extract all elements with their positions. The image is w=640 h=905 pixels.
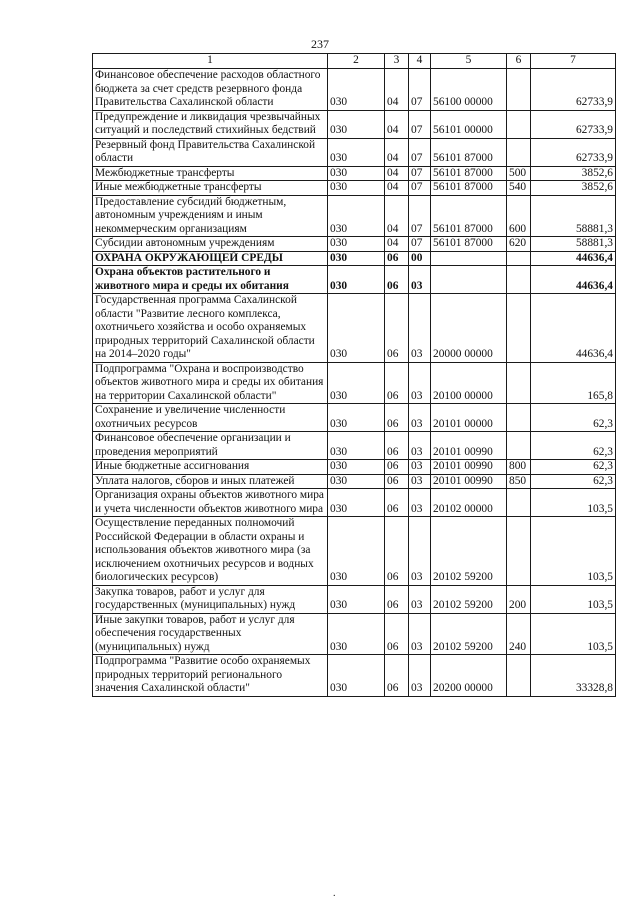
amount-cell: 62,3 [531,432,616,460]
row-name-cell: Государственная программа Сахалинской области "Развитие лесного комплекса, охотничьего хозяйства и особо охраняемых природных территорий Сахалинской области на 2014–2020 годы" [93,294,328,363]
section-code-cell: 04 [385,166,409,181]
ministry-code-cell: 030 [328,517,385,586]
section-code-cell: 06 [385,251,409,266]
subsection-code-cell: 07 [409,110,431,138]
expense-type-cell [507,138,531,166]
table-row [93,69,616,111]
section-code-cell: 04 [385,181,409,196]
subsection-code-cell: 07 [409,138,431,166]
subsection-code-cell: 03 [409,613,431,655]
page-number: 237 [311,37,329,51]
row-name-cell: Подпрограмма "Охрана и воспроизводство объектов животного мира и среды их обитания на территории Сахалинской области" [93,362,328,404]
table-header-row [93,54,616,69]
amount-cell: 103,5 [531,585,616,613]
subsection-code-cell: 07 [409,166,431,181]
column-header: 4 [409,54,431,69]
expense-type-cell: 200 [507,585,531,613]
target-article-cell: 56101 87000 [431,138,507,166]
expense-type-cell [507,489,531,517]
amount-cell: 44636,4 [531,266,616,294]
amount-cell: 62,3 [531,460,616,475]
table-row [93,166,616,181]
row-name-cell: Иные бюджетные ассигнования [93,460,328,475]
row-name-cell: Осуществление переданных полномочий Российской Федерации в области охраны и использования объектов животного мира (за исключением охотничьих ресурсов и водных биологических ресурсов) [93,517,328,586]
table-row [93,237,616,252]
amount-cell: 44636,4 [531,294,616,363]
subsection-code-cell: 03 [409,266,431,294]
subsection-code-cell: 03 [409,517,431,586]
target-article-cell: 56101 87000 [431,181,507,196]
amount-cell: 58881,3 [531,195,616,237]
subsection-code-cell: 03 [409,489,431,517]
expense-type-cell [507,69,531,111]
row-name-cell: Сохранение и увеличение численности охотничьих ресурсов [93,404,328,432]
section-code-cell: 06 [385,294,409,363]
row-name-cell: ОХРАНА ОКРУЖАЮЩЕЙ СРЕДЫ [93,251,328,266]
table-row [93,251,616,266]
subsection-code-cell: 07 [409,181,431,196]
ministry-code-cell: 030 [328,585,385,613]
subsection-code-cell: 03 [409,655,431,697]
table-row [93,138,616,166]
target-article-cell [431,251,507,266]
subsection-code-cell: 03 [409,585,431,613]
amount-cell: 103,5 [531,489,616,517]
target-article-cell: 20102 00000 [431,489,507,517]
row-name-cell: Резервный фонд Правительства Сахалинской области [93,138,328,166]
amount-cell: 103,5 [531,517,616,586]
subsection-code-cell: 07 [409,237,431,252]
section-code-cell: 06 [385,474,409,489]
table-row [93,655,616,697]
section-code-cell: 04 [385,69,409,111]
section-code-cell: 06 [385,266,409,294]
ministry-code-cell: 030 [328,474,385,489]
ministry-code-cell: 030 [328,460,385,475]
section-code-cell: 06 [385,404,409,432]
ministry-code-cell: 030 [328,110,385,138]
ministry-code-cell: 030 [328,266,385,294]
row-name-cell: Финансовое обеспечение расходов областного бюджета за счет средств резервного фонда Правительства Сахалинской области [93,69,328,111]
section-code-cell: 04 [385,110,409,138]
section-code-cell: 06 [385,655,409,697]
target-article-cell: 20101 00990 [431,474,507,489]
row-name-cell: Уплата налогов, сборов и иных платежей [93,474,328,489]
ministry-code-cell: 030 [328,237,385,252]
amount-cell: 62733,9 [531,69,616,111]
expense-type-cell: 240 [507,613,531,655]
table-row [93,613,616,655]
section-code-cell: 06 [385,489,409,517]
section-code-cell: 06 [385,460,409,475]
target-article-cell: 56101 00000 [431,110,507,138]
target-article-cell: 20101 00990 [431,460,507,475]
expense-type-cell [507,251,531,266]
table-row [93,195,616,237]
subsection-code-cell: 07 [409,195,431,237]
section-code-cell: 06 [385,432,409,460]
expense-type-cell [507,404,531,432]
target-article-cell: 20102 59200 [431,585,507,613]
amount-cell: 165,8 [531,362,616,404]
section-code-cell: 06 [385,613,409,655]
target-article-cell: 20102 59200 [431,517,507,586]
row-name-cell: Субсидии автономным учреждениям [93,237,328,252]
table-row [93,474,616,489]
expense-type-cell: 850 [507,474,531,489]
amount-cell: 3852,6 [531,181,616,196]
table-row [93,181,616,196]
target-article-cell: 56101 87000 [431,195,507,237]
section-code-cell: 06 [385,362,409,404]
ministry-code-cell: 030 [328,251,385,266]
expense-type-cell [507,362,531,404]
column-header: 3 [385,54,409,69]
expense-type-cell [507,655,531,697]
target-article-cell: 56101 87000 [431,166,507,181]
target-article-cell: 56100 00000 [431,69,507,111]
column-header: 5 [431,54,507,69]
expense-type-cell [507,517,531,586]
expense-type-cell: 600 [507,195,531,237]
section-code-cell: 04 [385,195,409,237]
subsection-code-cell: 07 [409,69,431,111]
target-article-cell: 20102 59200 [431,613,507,655]
row-name-cell: Охрана объектов растительного и животного мира и среды их обитания [93,266,328,294]
target-article-cell: 20100 00000 [431,362,507,404]
row-name-cell: Предупреждение и ликвидация чрезвычайных ситуаций и последствий стихийных бедствий [93,110,328,138]
amount-cell: 103,5 [531,613,616,655]
section-code-cell: 04 [385,237,409,252]
target-article-cell: 20101 00000 [431,404,507,432]
ministry-code-cell: 030 [328,404,385,432]
target-article-cell [431,266,507,294]
target-article-cell: 20101 00990 [431,432,507,460]
budget-table [92,53,616,697]
ministry-code-cell: 030 [328,69,385,111]
ministry-code-cell: 030 [328,362,385,404]
expense-type-cell: 540 [507,181,531,196]
row-name-cell: Межбюджетные трансферты [93,166,328,181]
column-header: 1 [93,54,328,69]
amount-cell: 62733,9 [531,110,616,138]
table-row [93,489,616,517]
amount-cell: 3852,6 [531,166,616,181]
expense-type-cell: 800 [507,460,531,475]
subsection-code-cell: 03 [409,404,431,432]
column-header: 6 [507,54,531,69]
table-row [93,110,616,138]
expense-type-cell: 500 [507,166,531,181]
row-name-cell: Закупка товаров, работ и услуг для государственных (муниципальных) нужд [93,585,328,613]
ministry-code-cell: 030 [328,181,385,196]
ministry-code-cell: 030 [328,138,385,166]
ministry-code-cell: 030 [328,294,385,363]
ministry-code-cell: 030 [328,613,385,655]
subsection-code-cell: 03 [409,362,431,404]
table-row [93,294,616,363]
amount-cell: 33328,8 [531,655,616,697]
column-header: 7 [531,54,616,69]
ministry-code-cell: 030 [328,195,385,237]
expense-type-cell [507,294,531,363]
subsection-code-cell: 03 [409,432,431,460]
amount-cell: 44636,4 [531,251,616,266]
table-row [93,432,616,460]
table-row [93,404,616,432]
table-row [93,460,616,475]
amount-cell: 62,3 [531,474,616,489]
row-name-cell: Иные закупки товаров, работ и услуг для обеспечения государственных (муниципальных) нужд [93,613,328,655]
row-name-cell: Подпрограмма "Развитие особо охраняемых природных территорий регионального значения Сахалинской области" [93,655,328,697]
section-code-cell: 04 [385,138,409,166]
subsection-code-cell: 00 [409,251,431,266]
row-name-cell: Иные межбюджетные трансферты [93,181,328,196]
table-row [93,585,616,613]
subsection-code-cell: 03 [409,294,431,363]
target-article-cell: 20000 00000 [431,294,507,363]
row-name-cell: Организация охраны объектов животного мира и учета численности объектов животного мира [93,489,328,517]
expense-type-cell [507,110,531,138]
table-row [93,266,616,294]
column-header: 2 [328,54,385,69]
amount-cell: 62733,9 [531,138,616,166]
table-row [93,517,616,586]
subsection-code-cell: 03 [409,460,431,475]
section-code-cell: 06 [385,585,409,613]
expense-type-cell [507,266,531,294]
row-name-cell: Предоставление субсидий бюджетным, автономным учреждениям и иным некоммерческим организациям [93,195,328,237]
target-article-cell: 56101 87000 [431,237,507,252]
footer-mark: . [333,888,336,899]
ministry-code-cell: 030 [328,489,385,517]
amount-cell: 58881,3 [531,237,616,252]
section-code-cell: 06 [385,517,409,586]
ministry-code-cell: 030 [328,432,385,460]
table-row [93,362,616,404]
subsection-code-cell: 03 [409,474,431,489]
expense-type-cell [507,432,531,460]
ministry-code-cell: 030 [328,166,385,181]
amount-cell: 62,3 [531,404,616,432]
row-name-cell: Финансовое обеспечение организации и проведения мероприятий [93,432,328,460]
target-article-cell: 20200 00000 [431,655,507,697]
ministry-code-cell: 030 [328,655,385,697]
expense-type-cell: 620 [507,237,531,252]
